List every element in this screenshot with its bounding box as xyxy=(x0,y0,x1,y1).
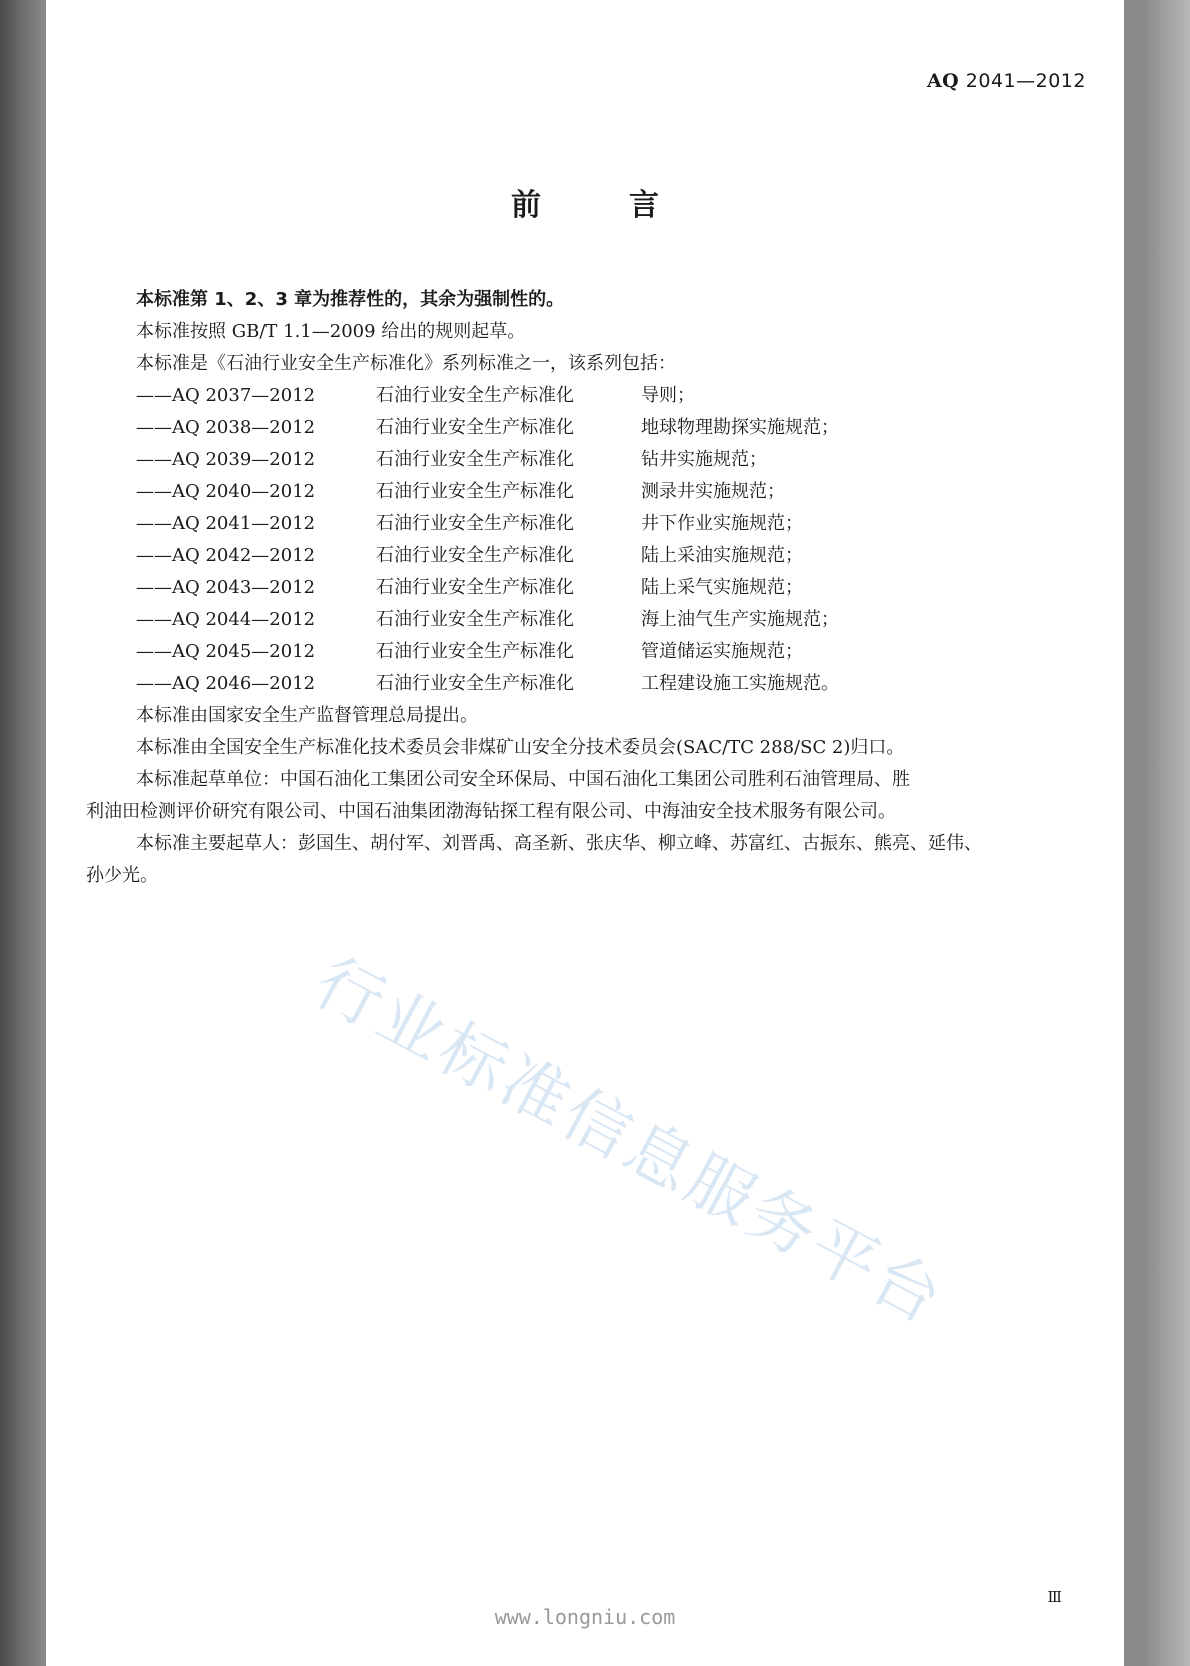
list-item-series: 石油行业安全生产标准化 xyxy=(376,513,574,534)
standard-code xyxy=(927,70,1086,92)
list-item-code: ——AQ 2046—2012 xyxy=(136,673,316,694)
list-item-name: 陆上采油实施规范； xyxy=(641,545,803,566)
list-item xyxy=(136,541,803,567)
site-url: www.longniu.com xyxy=(494,1605,676,1629)
paragraph-mandatory-clause: 本标准第 1、2、3 章为推荐性的，其余为强制性的。 xyxy=(136,289,565,310)
paragraph-drafting-rules: 本标准按照 GB/T 1.1—2009 给出的规则起草。 xyxy=(136,321,526,342)
list-item-name: 陆上采气实施规范； xyxy=(641,577,803,598)
list-item-series: 石油行业安全生产标准化 xyxy=(376,641,574,662)
list-item xyxy=(136,605,839,631)
paragraph-committee: 本标准由全国安全生产标准化技术委员会非煤矿山安全分技术委员会(SAC/TC 288/SC 2)归口。 xyxy=(136,737,905,758)
paragraph-drafting-units: 本标准起草单位：中国石油化工集团公司安全环保局、中国石油化工集团公司胜利石油管理局、胜 xyxy=(136,769,910,790)
paragraph-drafters-cont: 孙少光。 xyxy=(86,865,158,886)
paragraph-series-intro: 本标准是《石油行业安全生产标准化》系列标准之一，该系列包括： xyxy=(136,353,676,374)
list-item-series: 石油行业安全生产标准化 xyxy=(376,609,574,630)
list-item-series: 石油行业安全生产标准化 xyxy=(376,417,574,438)
list-item-name: 管道储运实施规范； xyxy=(641,641,803,662)
list-item xyxy=(136,509,803,535)
list-item-code: ——AQ 2044—2012 xyxy=(136,609,316,630)
list-item-series: 石油行业安全生产标准化 xyxy=(376,481,574,502)
list-item-series: 石油行业安全生产标准化 xyxy=(376,577,574,598)
list-item xyxy=(136,413,839,439)
watermark-text: 行业标准信息服务平台 xyxy=(302,943,958,1340)
list-item xyxy=(136,445,767,471)
list-item-name: 地球物理勘探实施规范； xyxy=(641,417,839,438)
list-item-code: ——AQ 2040—2012 xyxy=(136,481,316,502)
list-item-code: ——AQ 2041—2012 xyxy=(136,513,316,534)
list-item-name: 导则； xyxy=(641,385,695,406)
list-item-code: ——AQ 2037—2012 xyxy=(136,385,316,406)
standard-code-number: 2041—2012 xyxy=(965,70,1086,92)
paragraph-proposer: 本标准由国家安全生产监督管理总局提出。 xyxy=(136,705,478,726)
list-item-code: ——AQ 2038—2012 xyxy=(136,417,316,438)
paragraph-drafting-units-cont: 利油田检测评价研究有限公司、中国石油集团渤海钻探工程有限公司、中海油安全技术服务有限公司。 xyxy=(86,801,896,822)
list-item xyxy=(136,637,803,663)
standard-code-prefix: AQ xyxy=(926,70,960,92)
list-item-series: 石油行业安全生产标准化 xyxy=(376,545,574,566)
paragraph-drafters: 本标准主要起草人：彭国生、胡付军、刘晋禹、高圣新、张庆华、柳立峰、苏富红、古振东、熊亮、延伟、 xyxy=(136,833,982,854)
list-item-name: 井下作业实施规范； xyxy=(641,513,803,534)
list-item-name: 测录井实施规范； xyxy=(641,481,785,502)
document-page xyxy=(46,0,1124,1666)
list-item-series: 石油行业安全生产标准化 xyxy=(376,449,574,470)
list-item-name: 钻井实施规范； xyxy=(641,449,767,470)
list-item-series: 石油行业安全生产标准化 xyxy=(376,673,574,694)
list-item-name: 海上油气生产实施规范； xyxy=(641,609,839,630)
page-title xyxy=(46,180,1124,224)
list-item-series: 石油行业安全生产标准化 xyxy=(376,385,574,406)
list-item xyxy=(136,477,785,503)
list-item-name: 工程建设施工实施规范。 xyxy=(641,673,839,694)
list-item-code: ——AQ 2039—2012 xyxy=(136,449,316,470)
list-item-code: ——AQ 2043—2012 xyxy=(136,577,316,598)
list-item xyxy=(136,381,695,407)
list-item-code: ——AQ 2042—2012 xyxy=(136,545,316,566)
list-item xyxy=(136,573,803,599)
list-item-code: ——AQ 2045—2012 xyxy=(136,641,316,662)
list-item xyxy=(136,669,839,695)
title-char-1: 前 xyxy=(511,188,541,223)
page-number: Ⅲ xyxy=(1047,1588,1062,1606)
title-char-2: 言 xyxy=(629,188,659,223)
